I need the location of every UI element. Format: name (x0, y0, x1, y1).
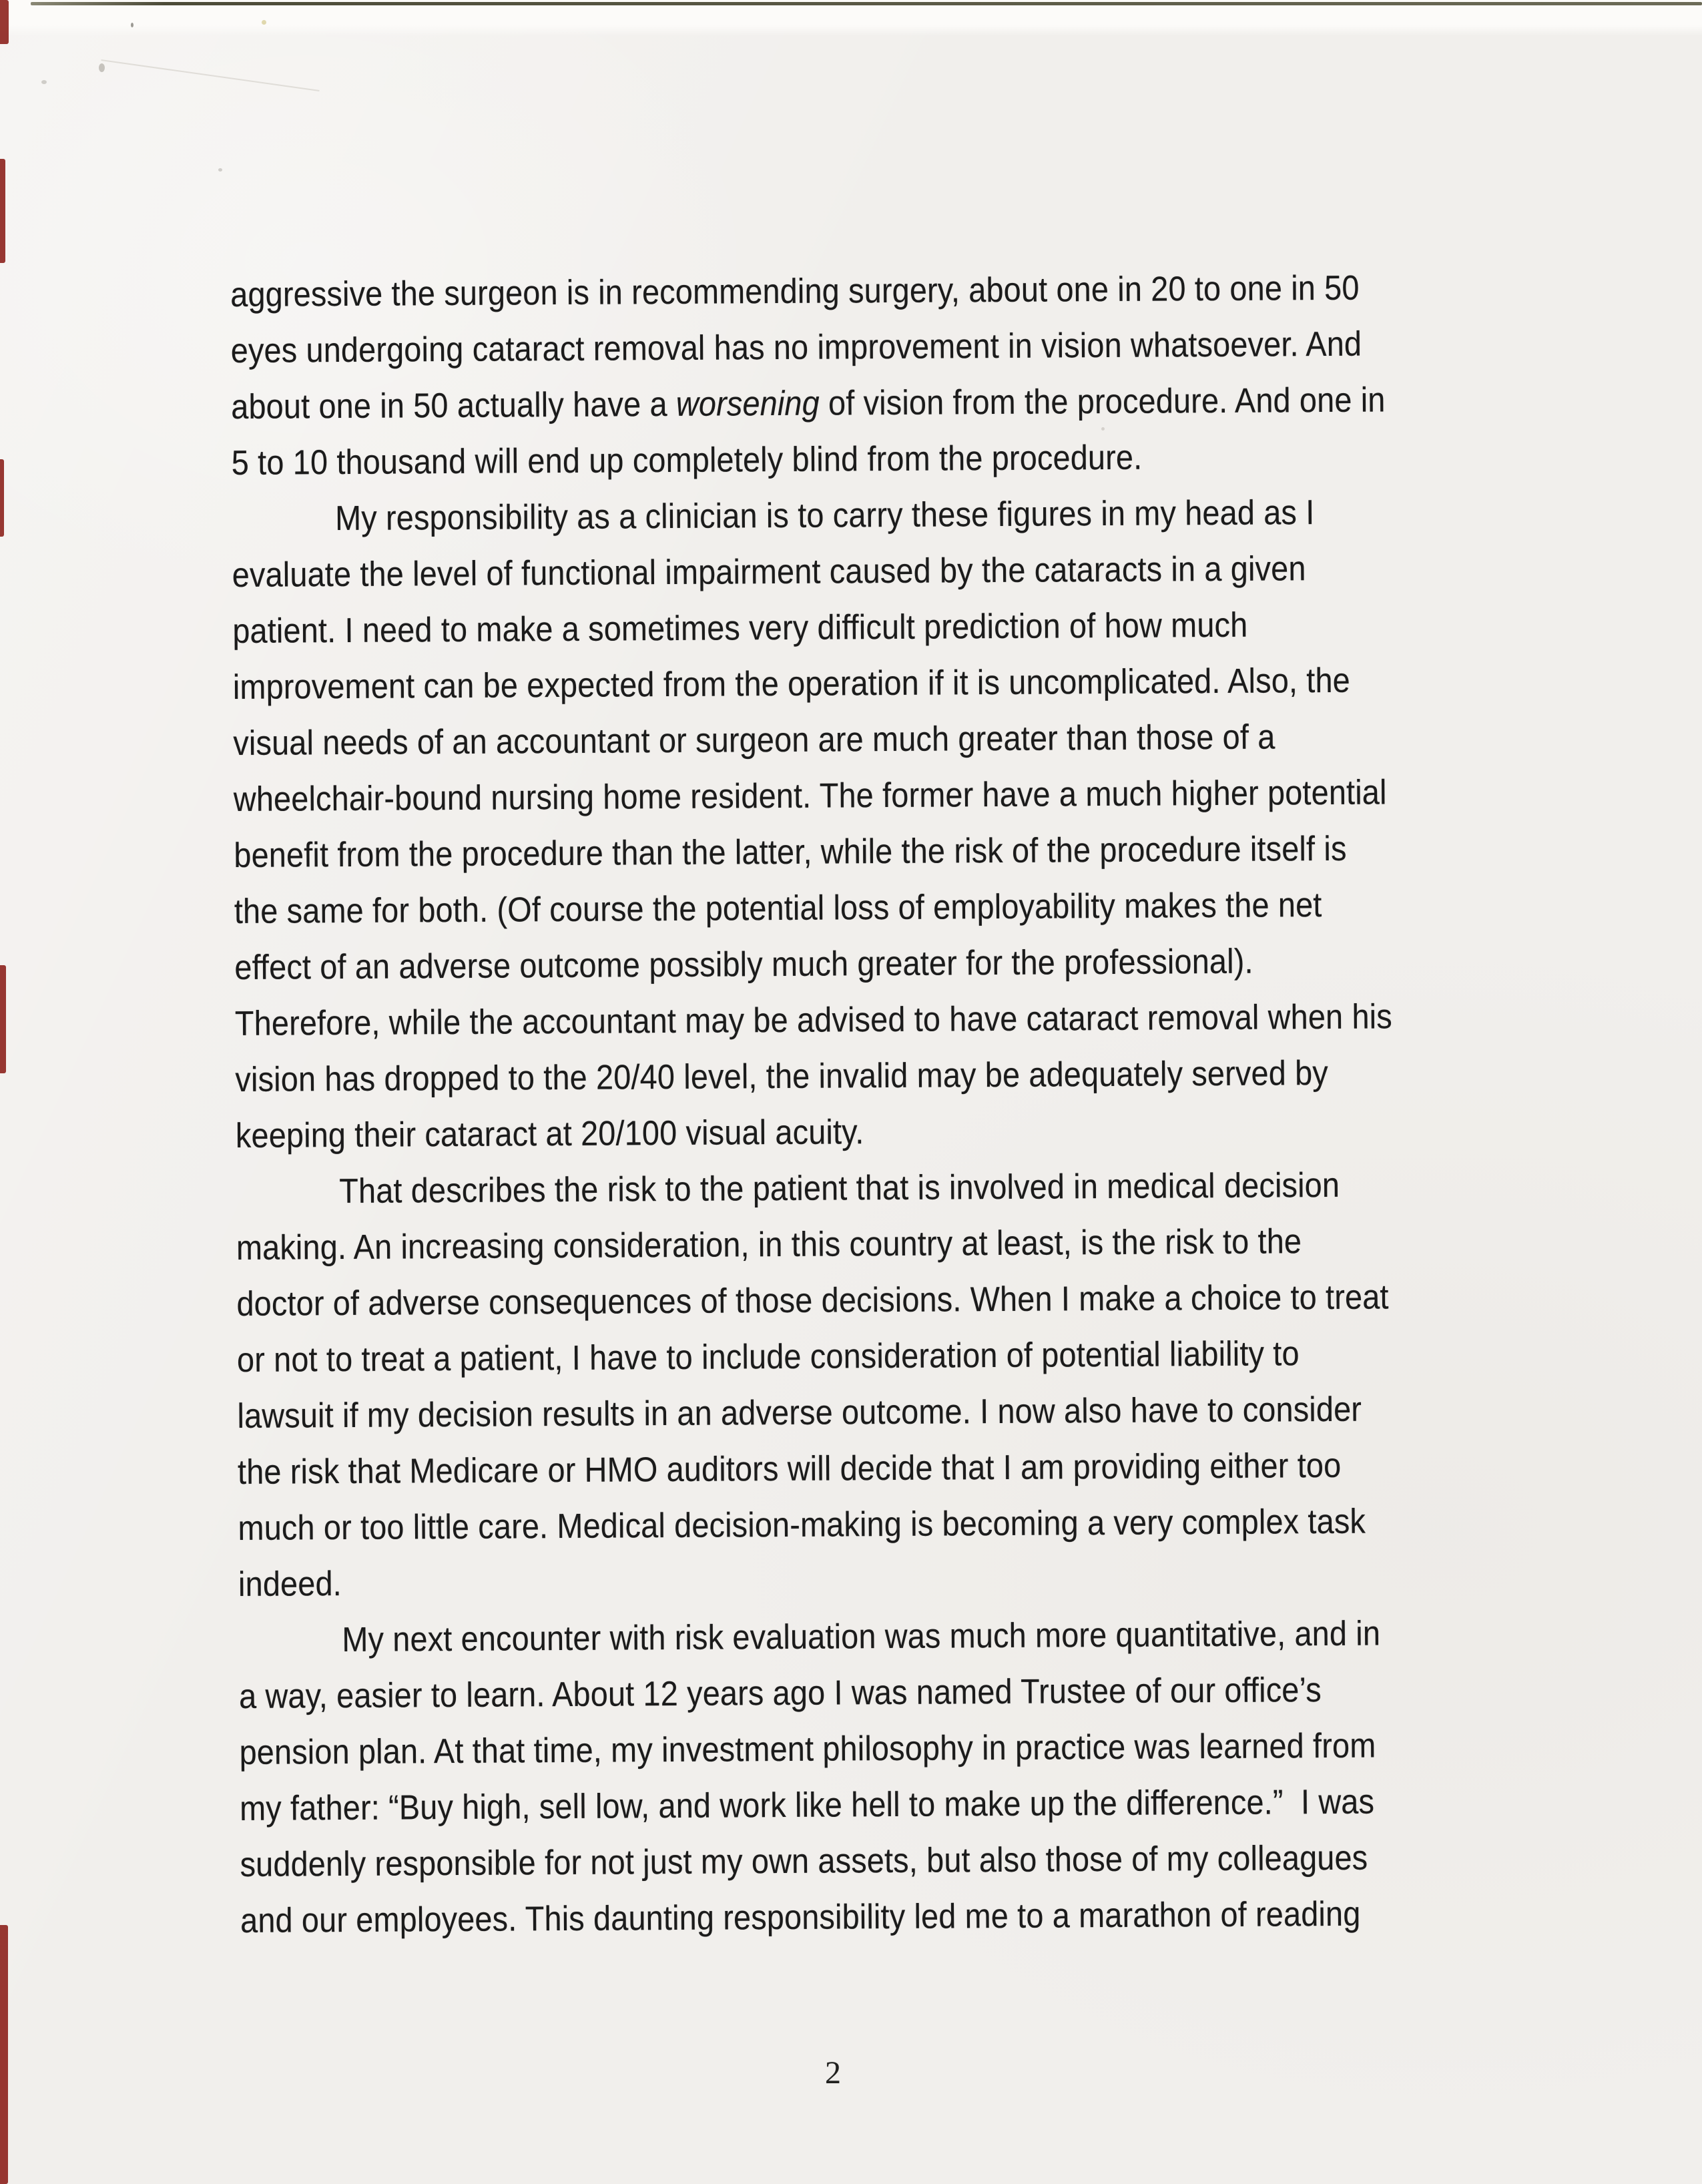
text-segment: much or too little care. Medical decision-making is becoming a very complex task (238, 1502, 1366, 1548)
text-line (232, 427, 1613, 491)
paper-crease (101, 59, 319, 91)
text-segment: the risk that Medicare or HMO auditors will decide that I am providing either too (237, 1446, 1342, 1492)
text-segment: the same for both. (Of course the potential loss of employability makes the net (234, 886, 1322, 931)
text-line (235, 1043, 1617, 1108)
text-line (240, 1884, 1622, 1949)
text-line (238, 1604, 1620, 1669)
text-line (234, 931, 1616, 996)
text-segment: and our employees. This daunting responsibility led me to a marathon of reading (240, 1894, 1361, 1940)
text-segment: evaluate the level of functional impairment caused by the cataracts in a given (232, 549, 1306, 595)
text-line (233, 707, 1615, 772)
page-number: 2 (825, 2055, 841, 2091)
text-line (236, 1155, 1617, 1220)
text-line (236, 1268, 1618, 1332)
text-segment: That describes the risk to the patient that is involved in medical decision (339, 1165, 1340, 1211)
red-edge-mark (0, 459, 4, 537)
text-segment: aggressive the surgeon is in recommending surgery, about one in 20 to one in 50 (230, 268, 1360, 314)
paper-speck (99, 63, 105, 72)
text-segment: making. An increasing consideration, in this country at least, is the risk to the (236, 1222, 1302, 1268)
text-line (230, 258, 1612, 323)
text-segment: keeping their cataract at 20/100 visual acuity. (235, 1113, 864, 1155)
text-segment: vision has dropped to the 20/40 level, the invalid may be adequately served by (235, 1053, 1329, 1099)
text-segment: My responsibility as a clinician is to carry these figures in my head as I (334, 493, 1315, 539)
text-line (232, 539, 1614, 603)
paper-speck (41, 80, 47, 84)
paragraph (232, 483, 1617, 1164)
text-line (237, 1324, 1619, 1388)
text-line (234, 763, 1615, 828)
red-edge-mark (0, 159, 5, 263)
paper-speck (218, 168, 222, 172)
text-segment: lawsuit if my decision results in an adverse outcome. I now also have to consider (237, 1390, 1362, 1436)
paragraph (230, 258, 1613, 491)
text-segment: or not to treat a patient, I have to include consideration of potential liability to (236, 1334, 1300, 1380)
text-line (231, 314, 1613, 379)
text-segment: wheelchair-bound nursing home resident. The former have a much higher potential (233, 773, 1387, 819)
text-line (234, 875, 1616, 940)
text-segment: patient. I need to make a sometimes very difficult prediction of how much (232, 605, 1248, 651)
text-segment: My next encounter with risk evaluation was much more quantitative, and in (342, 1614, 1381, 1660)
text-segment: doctor of adverse consequences of those decisions. When I make a choice to treat (236, 1278, 1389, 1324)
text-segment: about one in 50 actually have a (231, 384, 677, 427)
text-line (237, 1380, 1619, 1444)
text-line (236, 1211, 1618, 1276)
red-edge-mark (0, 1925, 8, 2184)
scan-top-band (0, 0, 1702, 36)
text-segment: of vision from the procedure. And one in (819, 380, 1386, 423)
text-line (239, 1716, 1621, 1781)
text-line (238, 1492, 1619, 1557)
text-line (232, 483, 1613, 547)
text-line (240, 1772, 1621, 1837)
text-segment: visual needs of an accountant or surgeon are much greater than those of a (233, 718, 1275, 763)
paper-speck (131, 23, 133, 27)
scan-top-edge-line (31, 2, 1702, 5)
text-line (231, 370, 1613, 435)
text-segment: a way, easier to learn. About 12 years ago I was named Trustee of our office’s (238, 1671, 1322, 1716)
text-segment: eyes undergoing cataract removal has no improvement in vision whatsoever. And (230, 324, 1362, 370)
text-segment: indeed. (238, 1565, 342, 1604)
text-segment: Therefore, while the accountant may be advised to have cataract removal when his (234, 997, 1393, 1043)
paper-speck (1101, 427, 1105, 431)
paragraph (238, 1604, 1622, 1949)
text-line (233, 651, 1615, 716)
italic-text: worsening (675, 384, 820, 424)
red-edge-mark (0, 965, 6, 1073)
text-segment: 5 to 10 thousand will end up completely blind from the procedure. (231, 438, 1143, 483)
document-text (230, 258, 1622, 1949)
text-segment: pension plan. At that time, my investment philosophy in practice was learned from (239, 1726, 1376, 1772)
text-line (234, 819, 1615, 884)
text-segment: improvement can be expected from the operation if it is uncomplicated. Also, the (232, 661, 1351, 707)
text-segment: my father: “Buy high, sell low, and work like hell to make up the difference.” I was (239, 1782, 1375, 1828)
text-segment: benefit from the procedure than the latter, while the risk of the procedure itself is (234, 829, 1347, 875)
paper-speck (262, 20, 266, 25)
text-segment: suddenly responsible for not just my own assets, but also those of my colleagues (240, 1838, 1368, 1884)
text-line (236, 1099, 1617, 1164)
text-segment: effect of an adverse outcome possibly much greater for the professional). (234, 942, 1253, 987)
text-line (238, 1436, 1619, 1500)
paragraph (236, 1155, 1620, 1613)
red-edge-mark (0, 0, 9, 44)
text-line (239, 1660, 1621, 1725)
text-line (238, 1548, 1620, 1613)
text-line (235, 987, 1617, 1052)
text-line (240, 1828, 1621, 1893)
text-line (232, 595, 1614, 659)
